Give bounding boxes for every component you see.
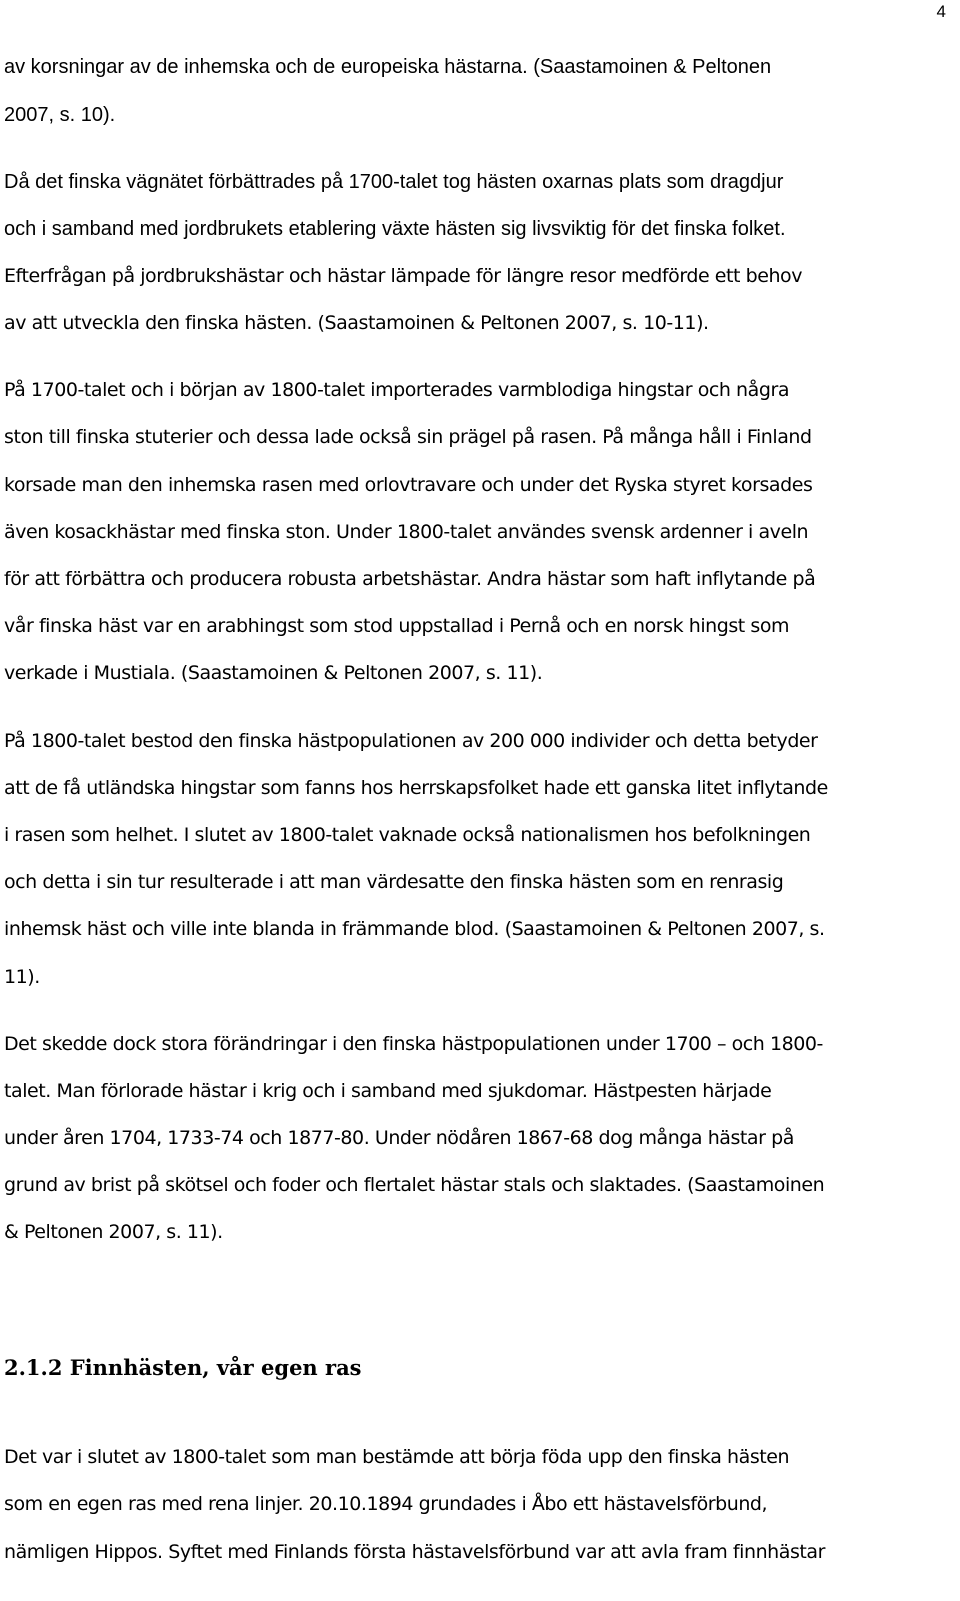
page-number: 4 xyxy=(936,2,946,21)
text-line: inhemsk häst och ville inte blanda in främmande blod. (Saastamoinen & Peltonen 2007, s. xyxy=(4,918,825,940)
text-line: och i samband med jordbrukets etablering växte hästen sig livsviktig för det finska folket. xyxy=(4,218,786,240)
section-heading: 2.1.2 Finnhästen, vår egen ras xyxy=(4,1355,362,1380)
text-line: Det skedde dock stora förändringar i den finska hästpopulationen under 1700 – och 1800- xyxy=(4,1033,823,1055)
text-line: av korsningar av de inhemska och de europeiska hästarna. (Saastamoinen & Peltonen xyxy=(4,56,772,78)
text-line: Då det finska vägnätet förbättrades på 1700-talet tog hästen oxarnas plats som dragdjur xyxy=(4,171,784,193)
text-line: även kosackhästar med finska ston. Under 1800-talet användes svensk ardenner i aveln xyxy=(4,521,809,543)
text-line: för att förbättra och producera robusta arbetshästar. Andra hästar som haft inflytande på xyxy=(4,568,816,590)
text-line: På 1800-talet bestod den finska hästpopulationen av 200 000 individer och detta betyder xyxy=(4,730,818,752)
text-line: 2007, s. 10). xyxy=(4,104,116,126)
text-line: korsade man den inhemska rasen med orlovtravare och under det Ryska styret korsades xyxy=(4,474,813,496)
text-line: ston till finska stuterier och dessa lade också sin prägel på rasen. På många håll i Finland xyxy=(4,426,812,448)
text-line: grund av brist på skötsel och foder och flertalet hästar stals och slaktades. (Saastamoinen xyxy=(4,1174,825,1196)
text-line: På 1700-talet och i början av 1800-talet importerades varmblodiga hingstar och några xyxy=(4,379,790,401)
text-line: Efterfrågan på jordbrukshästar och hästar lämpade för längre resor medförde ett behov xyxy=(4,265,803,287)
text-line: nämligen Hippos. Syftet med Finlands första hästavelsförbund var att avla fram finnhästar xyxy=(4,1541,825,1563)
text-line: talet. Man förlorade hästar i krig och i samband med sjukdomar. Hästpesten härjade xyxy=(4,1080,772,1102)
text-line: vår finska häst var en arabhingst som stod uppstallad i Pernå och en norsk hingst som xyxy=(4,615,790,637)
text-line: av att utveckla den finska hästen. (Saastamoinen & Peltonen 2007, s. 10-11). xyxy=(4,312,709,334)
text-line: och detta i sin tur resulterade i att man värdesatte den finska hästen som en renrasig xyxy=(4,871,784,893)
text-line: att de få utländska hingstar som fanns hos herrskapsfolket hade ett ganska litet inflytande xyxy=(4,777,828,799)
text-line: under åren 1704, 1733-74 och 1877-80. Under nödåren 1867-68 dog många hästar på xyxy=(4,1127,794,1149)
text-line: som en egen ras med rena linjer. 20.10.1894 grundades i Åbo ett hästavelsförbund, xyxy=(4,1493,768,1515)
text-line: verkade i Mustiala. (Saastamoinen & Peltonen 2007, s. 11). xyxy=(4,662,543,684)
text-line: 11). xyxy=(4,966,40,988)
text-line: & Peltonen 2007, s. 11). xyxy=(4,1221,223,1243)
text-line: i rasen som helhet. I slutet av 1800-talet vaknade också nationalismen hos befolkningen xyxy=(4,824,811,846)
text-line: Det var i slutet av 1800-talet som man bestämde att börja föda upp den finska hästen xyxy=(4,1446,790,1468)
